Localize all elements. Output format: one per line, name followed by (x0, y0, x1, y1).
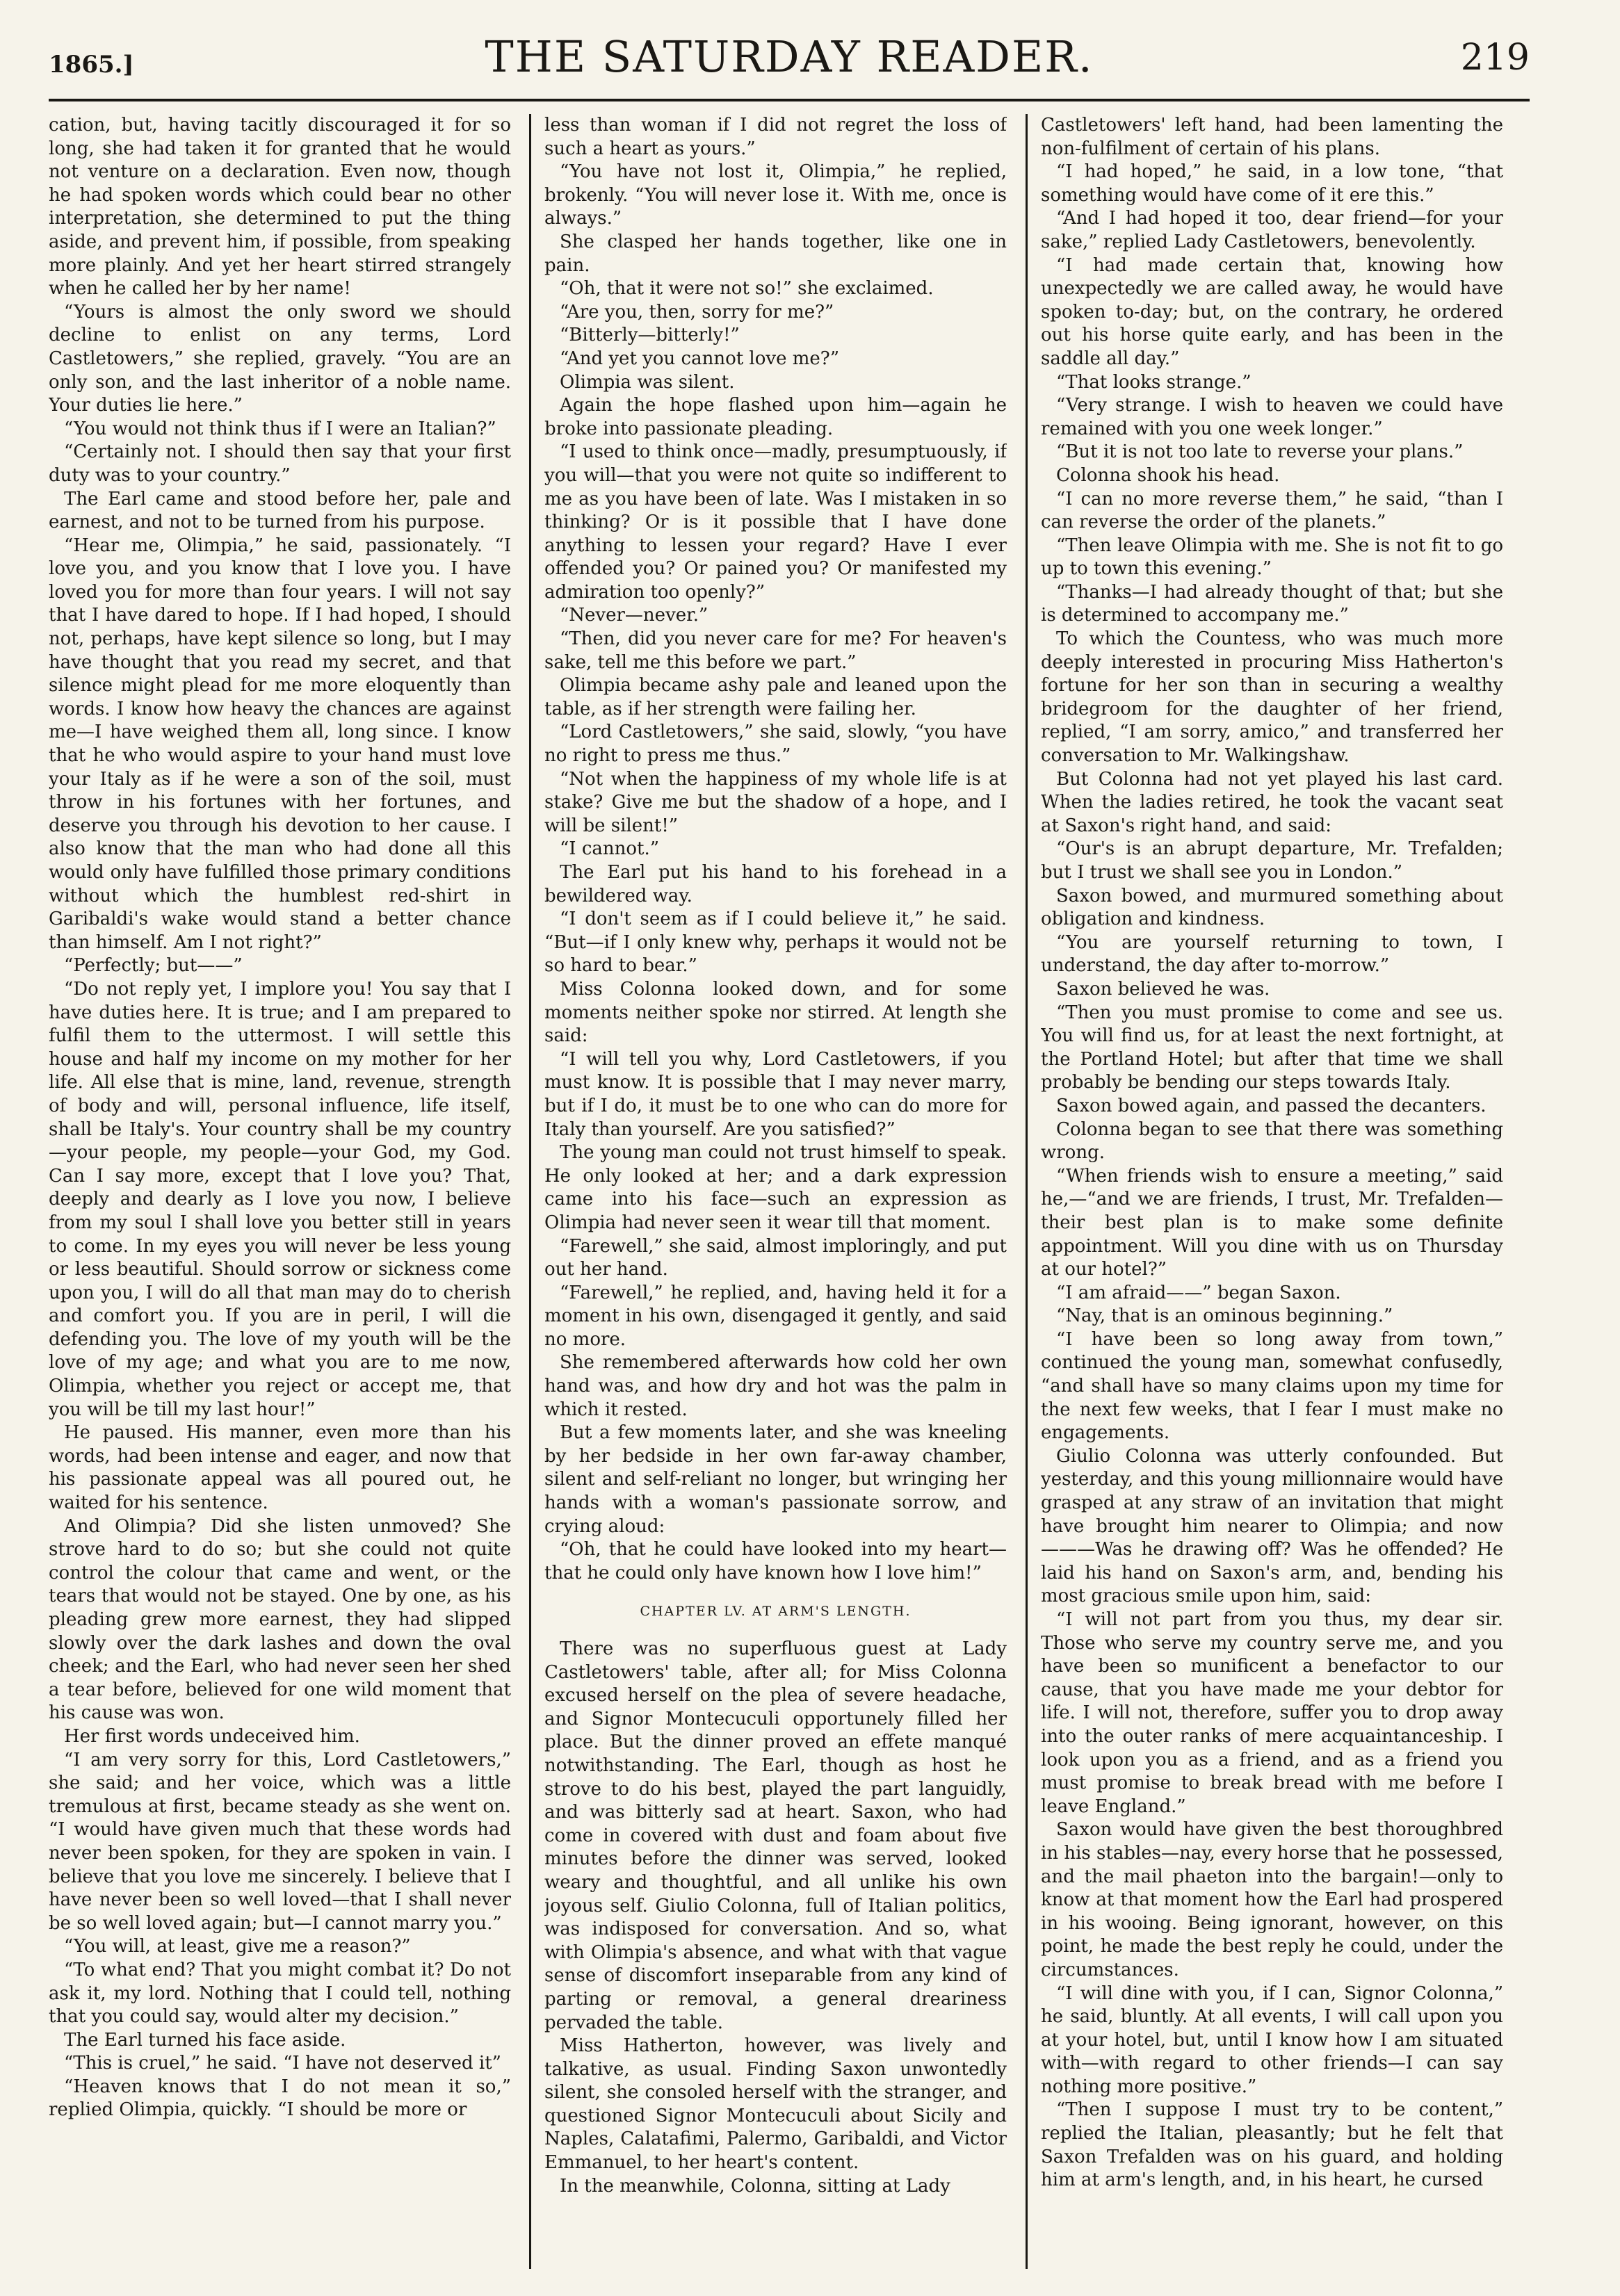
paragraph: “Not when the happiness of my whole life is at stake? Give me but the shadow of a hope, and I will be silent!” (544, 768, 1007, 836)
paragraph: Castletowers' left hand, had been lamenting the non-fulfilment of certain of his plans. (1041, 115, 1503, 159)
paragraph: “I had made certain that, knowing how unexpectedly we are called away, he would have spoken to-day; but, on the contrary, he ordered out his horse quite early, and has been in the saddle all day.” (1041, 254, 1503, 369)
text-column-2 (544, 114, 1007, 2269)
paragraph: But Colonna had not yet played his last card. When the ladies retired, he took the vacant seat at Saxon's right hand, and said: (1041, 768, 1503, 836)
paragraph: “But it is not too late to reverse your plans.” (1056, 441, 1464, 463)
paragraph: Her first words undeceived him. (64, 1725, 360, 1747)
paragraph: Colonna began to see that there was something wrong. (1041, 1118, 1503, 1164)
paragraph: “Very strange. I wish to heaven we could have remained with you one week longer.” (1041, 395, 1503, 439)
masthead-title: THE SATURDAY READER. (485, 31, 1094, 82)
paragraph: “Farewell,” she said, almost imploringly, and put out her hand. (544, 1235, 1007, 1280)
paragraph: “To what end? That you might combat it? Do not ask it, my lord. Nothing that I could tell, nothing that you could say, would alter my decision.” (49, 1959, 511, 2028)
paragraph: “Thanks—I had already thought of that; but she is determined to accompany me.” (1041, 581, 1503, 626)
paragraph: Olimpia became ashy pale and leaned upon the table, as if her strength were failing her. (544, 675, 1007, 719)
paragraph: “I had hoped,” he said, in a low tone, “that something would have come of it ere this.” (1041, 161, 1503, 206)
text-column-3 (1041, 114, 1503, 2269)
column-divider (529, 114, 531, 2269)
paragraph: “Our's is an abrupt departure, Mr. Trefalden; but I trust we shall see you in London.” (1041, 838, 1503, 883)
paragraph: “I cannot.” (560, 838, 660, 860)
paragraph: “And yet you cannot love me?” (560, 348, 840, 369)
paragraph: “Oh, that he could have looked into my heart—that he could only have known how I love him!” (544, 1539, 1007, 1583)
paragraph: “Then, did you never care for me? For heaven's sake, tell me this before we part.” (544, 628, 1007, 673)
paragraph: Saxon would have given the best thoroughbred in his stables—nay, every horse that he possessed, and the mail phaeton into the bargain!—only to know at that moment how the Earl had prospered in his wooing. Being ignorant, however, on this point, he made the best reply he could, under the circumstances. (1041, 1819, 1503, 1980)
paragraph: Saxon bowed again, and passed the decanters. (1056, 1095, 1487, 1116)
paragraph: “I have been so long away from town,” continued the young man, somewhat confusedly, “and shall have so many claims upon my time for the next few weeks, that I fear I must make no engagements. (1041, 1328, 1503, 1444)
paragraph: Saxon believed he was. (1056, 978, 1270, 1000)
issue-year: 1865.] (49, 51, 134, 79)
paragraph: “Never—never.” (560, 605, 708, 626)
paragraph: “Farewell,” he replied, and, having held it for a moment in his own, disengaged it gently, and said no more. (544, 1282, 1007, 1350)
paragraph: In the meanwhile, Colonna, sitting at Lady (560, 2175, 950, 2197)
paragraph: “Then I suppose I must try to be content,” replied the Italian, pleasantly; but he felt that Saxon Trefalden was on his guard, and holding him at arm's length, and, in his heart, he cursed (1041, 2099, 1503, 2191)
paragraph: “Perfectly; but——” (64, 955, 243, 977)
paragraph: She remembered afterwards how cold her own hand was, and how dry and hot was the palm in which it rested. (544, 1352, 1007, 1420)
paragraph: “Then leave Olimpia with me. She is not fit to go up to town this evening.” (1041, 535, 1503, 580)
paragraph: “You have not lost it, Olimpia,” he replied, brokenly. “You will never lose it. With me, once is always.” (544, 161, 1007, 229)
page-header (49, 31, 1530, 87)
paragraph: “I will not part from you thus, my dear sir. Those who serve my country serve me, and you have been so munificent a benefactor to our cause, that you have made me your debtor for life. I will not, therefore, suffer you to drop away into the outer ranks of mere acquaintanceship. I look upon you as a friend, and as a friend you must promise to break bread with me before I leave England.” (1041, 1609, 1503, 1817)
paragraph: “I used to think once—madly, presumptuously, if you will—that you were not quite so indifferent to me as you have been of late. Was I mistaken in so thinking? Or is it possible that I have done anything to lessen your regard? Have I ever offended you? Or pained you? Or manifested my admiration too openly?” (544, 441, 1007, 603)
paragraph: Again the hope flashed upon him—again he broke into passionate pleading. (544, 395, 1007, 439)
paragraph: “That looks strange.” (1056, 371, 1252, 393)
paragraph: The Earl put his hand to his forehead in a bewildered way. (544, 862, 1007, 906)
paragraph: “Nay, that is an ominous beginning.” (1056, 1305, 1393, 1327)
paragraph: “Lord Castletowers,” she said, slowly, “you have no right to press me thus.” (544, 722, 1007, 767)
paragraph: “Certainly not. I should then say that your first duty was to your country.” (49, 441, 511, 486)
paragraph: “You will, at least, give me a reason?” (64, 1936, 411, 1957)
paragraph: Saxon bowed, and murmured something about obligation and kindness. (1041, 885, 1503, 930)
paragraph: “Heaven knows that I do not mean it so,” replied Olimpia, quickly. “I should be more or (49, 2076, 511, 2121)
paragraph: “Bitterly—bitterly!” (560, 325, 740, 346)
paragraph: She clasped her hands together, like one in pain. (544, 231, 1007, 276)
paragraph: “Hear me, Olimpia,” he said, passionately. “I love you, and you know that I love you. I have loved you for more than four years. I will not say that I have dared to hope. If I had hoped, I should not, perhaps, have kept silence so long, but I may have thought that you read my secret, and that silence might plead for me more eloquently than words. I know how heavy the chances are against me—I have weighed them all, long since. I know that he who would aspire to your hand must love your Italy as if he were a son of the soil, must throw in his fortunes with her fortunes, and deserve you through his devotion to her cause. I also know that the man who had done all this would only have fulfilled those primary conditions without which the humblest red-shirt in Garibaldi's wake would stand a better chance than himself. Am I not right?” (49, 535, 511, 953)
paragraph: “Yours is almost the only sword we should decline to enlist on any terms, Lord Castletowers,” she replied, gravely. “You are an only son, and the last inheritor of a noble name. Your duties lie here.” (49, 301, 511, 416)
paragraph: “I will dine with you, if I can, Signor Colonna,” he said, bluntly. At all events, I will call upon you at your hotel, but, until I know how I am situated with—with regard to other friends—I can say nothing more positive.” (1041, 1982, 1503, 2097)
paragraph: Giulio Colonna was utterly confounded. But yesterday, and this young millionnaire would have grasped at any straw of an invitation that might have brought him nearer to Olimpia; and now———Was he drawing off? Was he offended? He laid his hand on Saxon's arm, and, bending his most gracious smile upon him, said: (1041, 1445, 1503, 1607)
paragraph: “When friends wish to ensure a meeting,” said he,—“and we are friends, I trust, Mr. Trefalden—their best plan is to make some definite appointment. Will you dine with us on Thursday at our hotel?” (1041, 1165, 1503, 1280)
paragraph: To which the Countess, who was much more deeply interested in procuring Miss Hatherton's fortune for her son than in securing a wealthy bridegroom for the daughter of her friend, replied, “I am sorry, amico,” and transferred her conversation to Mr. Walkingshaw. (1041, 628, 1503, 767)
chapter-heading: CHAPTER LV. AT ARM'S LENGTH. (640, 1604, 912, 1620)
paragraph: “This is cruel,” he said. “I have not deserved it” (64, 2053, 501, 2074)
paragraph: And Olimpia? Did she listen unmoved? She strove hard to do so; but she could not quite control the colour that came and went, or the tears that would not be stayed. One by one, as his pleading grew more earnest, they had slipped slowly over the dark lashes and down the oval cheek; and the Earl, who had never seen her shed a tear before, believed for one wild moment that his cause was won. (49, 1515, 511, 1724)
paragraph: Miss Colonna looked down, and for some moments neither spoke nor stirred. At length she said: (544, 978, 1007, 1047)
paragraph: “I will tell you why, Lord Castletowers, if you must know. It is possible that I may never marry, but if I do, it must be to one who can do more for Italy than yourself. Are you satisfied?” (544, 1048, 1007, 1140)
paragraph: cation, but, having tacitly discouraged it for so long, she had taken it for granted that he would not venture on a declaration. Even now, though he had spoken words which could bear no other interpretation, she determined to put the thing aside, and prevent him, if possible, from speaking more plainly. And yet her heart stirred strangely when he called her by her name! (49, 115, 511, 300)
header-rule (49, 99, 1530, 101)
paragraph: less than woman if I did not regret the loss of such a heart as yours.” (544, 115, 1007, 159)
paragraph: He paused. His manner, even more than his words, had been intense and eager, and now that his passionate appeal was all poured out, he waited for his sentence. (49, 1422, 511, 1514)
paragraph: “You would not think thus if I were an Italian?” (64, 418, 496, 439)
paragraph: “Then you must promise to come and see us. You will find us, for at least the next fortnight, at the Portland Hotel; but after that time we shall probably be bending our steps towards Italy. (1041, 1002, 1503, 1093)
paragraph: The young man could not trust himself to speak. He only looked at her; and a dark expression came into his face—such an expression as Olimpia had never seen it wear till that moment. (544, 1142, 1007, 1233)
paragraph: Olimpia was silent. (560, 371, 735, 393)
page-number: 219 (1460, 37, 1530, 79)
paragraph: Colonna shook his head. (1056, 464, 1280, 486)
paragraph: “Oh, that it were not so!” she exclaimed. (560, 278, 934, 300)
paragraph: “I am very sorry for this, Lord Castletowers,” she said; and her voice, which was a little tremulous at first, became steady as she went on. “I would have given much that these words had never been spoken, for they are spoken in vain. I believe that you love me sincerely. I believe that I have never been so well loved—that I shall never be so well loved again; but—I cannot marry you.” (49, 1749, 511, 1934)
paragraph: “Do not reply yet, I implore you! You say that I have duties here. It is true; and I am prepared to fulfil them to the uttermost. I will settle this house and half my income on my mother for her life. All else that is mine, land, revenue, strength of body and will, personal influence, life itself, shall be Italy's. Your country shall be my country—your people, my people—your God, my God. Can I say more, except that I love you? That, deeply and dearly as I love you now, I believe from my soul I shall love you better still in years to come. In my eyes you will never be less young or less beautiful. Should sorrow or sickness come upon you, I will do all that man may do to cherish and comfort you. If you are in peril, I will die defending you. The love of my youth will be the love of my age; and what you are to me now, Olimpia, whether you reject or accept me, that you will be till my last hour!” (49, 978, 511, 1420)
paragraph: “I can no more reverse them,” he said, “than I can reverse the order of the planets.” (1041, 488, 1503, 533)
column-divider (1026, 114, 1028, 2269)
paragraph: “I don't seem as if I could believe it,” he said. “But—if I only knew why, perhaps it would not be so hard to bear.” (544, 909, 1007, 977)
paragraph: “You are yourself returning to town, I understand, the day after to-morrow.” (1041, 931, 1503, 977)
paragraph: There was no superfluous guest at Lady Castletowers' table, after all; for Miss Colonna excused herself on the plea of severe headache, and Signor Montecuculi opportunely filled her place. But the dinner proved an effete manqué notwithstanding. The Earl, though as host he strove to do his best, played the part languidly, and was bitterly sad at heart. Saxon, who had come in covered with dust and foam about five minutes before the dinner was served, looked weary and thoughtful, and all unlike his own joyous self. Giulio Colonna, full of Italian politics, was indisposed for conversation. And so, what with Olimpia's absence, and what with that vague sense of discomfort inseparable from any kind of parting or removal, a general dreariness pervaded the table. (544, 1638, 1007, 2033)
text-column-1 (49, 114, 511, 2269)
paragraph: The Earl came and stood before her, pale and earnest, and not to be turned from his purpose. (49, 488, 511, 533)
paragraph: “And I had hoped it too, dear friend—for your sake,” replied Lady Castletowers, benevolently. (1041, 208, 1503, 252)
paragraph: “Are you, then, sorry for me?” (560, 301, 834, 323)
paragraph: “I am afraid——” began Saxon. (1056, 1282, 1341, 1303)
paragraph: The Earl turned his face aside. (64, 2029, 346, 2051)
paragraph: Miss Hatherton, however, was lively and talkative, as usual. Finding Saxon unwontedly silent, she consoled herself with the stranger, and questioned Signor Montecuculi about Sicily and Naples, Calatafimi, Palermo, Garibaldi, and Victor Emmanuel, to her heart's content. (544, 2035, 1007, 2174)
paragraph: But a few moments later, and she was kneeling by her bedside in her own far-away chamber, silent and self-reliant no longer, but wringing her hands with a woman's passionate sorrow, and crying aloud: (544, 1422, 1007, 1537)
